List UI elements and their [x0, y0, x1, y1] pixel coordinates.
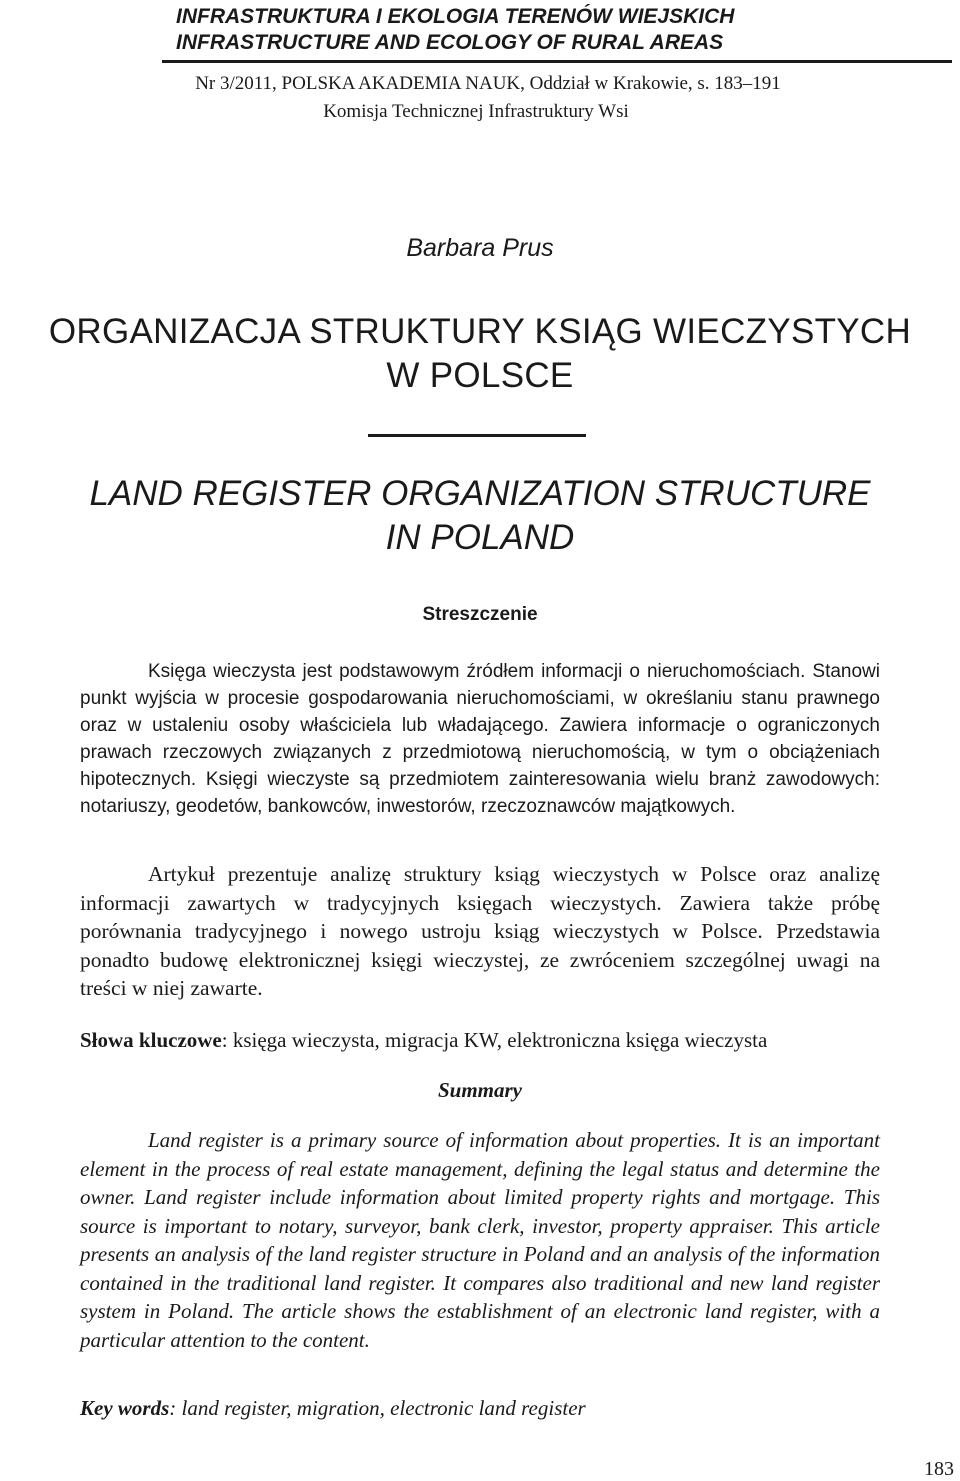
title-pl-line1: ORGANIZACJA STRUKTURY KSIĄG WIECZYSTYCH: [48, 312, 912, 351]
journal-header: [176, 4, 816, 56]
header-rule: [162, 60, 952, 63]
keywords-en-label: Key words: [80, 1396, 170, 1420]
abstract-en-body: [80, 1126, 880, 1354]
issue-line: Nr 3/2011, POLSKA AKADEMIA NAUK, Oddział w Krakowie, s. 183–191: [195, 73, 781, 94]
abstract-pl-heading: Streszczenie: [422, 604, 538, 625]
abstract-pl-body-2: [80, 860, 880, 1003]
abstract-en-heading: Summary: [437, 1078, 523, 1102]
abstract-pl-paragraph1: Księga wieczysta jest podstawowym źródłem informacji o nieruchomościach. Stanowi punkt wyjścia w procesie gospodarowania nieruchomościami, w określaniu stanu prawnego oraz w ustaleniu osoby właściciela lub władającego. Zawiera informacje o ograniczonych prawach rzeczowych związanych z przedmiotową nieruchomością, w tym o obciążeniach hipotecznych. Księgi wieczyste są przedmiotem zainteresowania wielu branż zawodowych: notariuszy, geodetów, bankowców, inwestorów, rzeczoznawców majątkowych.: [80, 661, 880, 817]
commission-line: Komisja Technicznej Infrastruktury Wsi: [323, 101, 629, 122]
journal-title-pl: INFRASTRUKTURA I EKOLOGIA TERENÓW WIEJSKICH: [176, 5, 735, 28]
page-number: 183: [924, 1458, 954, 1480]
title-pl-line2: W POLSCE: [386, 356, 574, 395]
keywords-pl: [80, 1028, 900, 1053]
article-title-en: [0, 472, 960, 560]
title-en-line2: IN POLAND: [385, 518, 575, 557]
author-name: Barbara Prus: [406, 234, 554, 262]
abstract-en-paragraph: Land register is a primary source of information about properties. It is an important element in the process of real estate management, defining the legal status and determine the owner. Land register include information about limited property rights and mortgage. This source is important to notary, surveyor, bank clerk, investor, property appraiser. This article presents an analysis of the land register structure in Poland and an analysis of the information contained in the traditional land register. It compares also traditional and new land register system in Poland. The article shows the establishment of an electronic land register, with a particular attention to the content.: [80, 1128, 880, 1352]
journal-title-en: INFRASTRUCTURE AND ECOLOGY OF RURAL AREAS: [176, 31, 724, 54]
title-separator: [368, 434, 586, 437]
keywords-en-text: : land register, migration, electronic land register: [169, 1396, 586, 1420]
keywords-en: [80, 1396, 900, 1421]
article-title-pl: [0, 310, 960, 398]
keywords-pl-text: : księga wieczysta, migracja KW, elektroniczna księga wieczysta: [221, 1028, 768, 1052]
abstract-pl-paragraph2: Artykuł prezentuje analizę struktury ksiąg wieczystych w Polsce oraz analizę informacji zawartych w tradycyjnych księgach wieczystych. Zawiera także próbę porównania tradycyjnego i nowego ustroju ksiąg wieczystych w Polsce. Przedstawia ponadto budowę elektronicznej księgi wieczystej, ze zwróceniem szczególnej uwagi na treści w niej zawarte.: [80, 862, 880, 1000]
keywords-pl-label: Słowa kluczowe: [80, 1028, 222, 1052]
abstract-pl-body: [80, 658, 880, 820]
title-en-line1: LAND REGISTER ORGANIZATION STRUCTURE: [89, 474, 871, 513]
